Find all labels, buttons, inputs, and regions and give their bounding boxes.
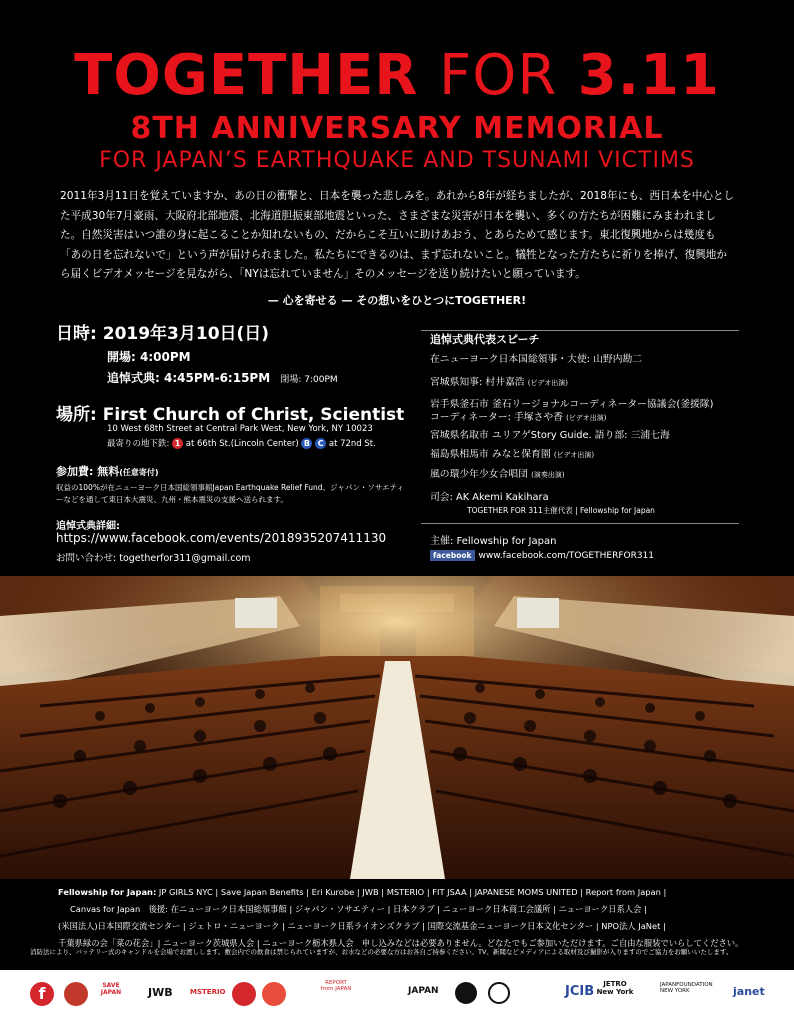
intro-paragraph: 2011年3月11日を覚えていますか、あの日の衝撃と、日本を襲った悲しみを。あれから8年が経ちましたが、2018年にも、西日本を中心とした平成30年7月豪雨、大阪府北部地震、北海道胆振東部地震といった、さまざまな災害が日本を襲い、多くの方たちが困難にみまわれました。自然災害はいつ誰の身に起こることか知れないもの、だからこそ互いに助けあおう、とあらためて感じます。東北復興地からは幾度も「あの日を忘れないで」という声が届けられました。私たちにできるのは、まず忘れないこと。犠牲となった方たちに祈りを捧げ、復興地から届くビデオメッセージを見ながら、「NYは忘れていません」そのメッセージを送り続けたいと願っています。 xyxy=(60,190,735,280)
subway-label: 最寄りの地下鉄: xyxy=(107,439,170,449)
venue-label: 場所: xyxy=(56,405,97,425)
speaker-item: コーディネーター: 手塚さや香 (ビデオ出演) xyxy=(430,412,607,423)
subway-b-text: at 72nd St. xyxy=(328,439,376,449)
memorial-time-row xyxy=(107,369,338,386)
venue-name: First Church of Christ, Scientist xyxy=(102,405,405,425)
save-japan-logo: SAVE JAPAN xyxy=(100,982,122,996)
contact-email[interactable]: お問い合わせ: togetherfor311@gmail.com xyxy=(56,553,251,564)
venue xyxy=(56,400,404,425)
sponsor-list xyxy=(58,884,778,952)
japan-society-logo: JAPAN xyxy=(408,986,439,996)
speaker-mc-title: TOGETHER FOR 311主催代表 | Fellowship for Japan xyxy=(467,506,655,515)
details-link[interactable]: https://www.facebook.com/events/2018935207411130 xyxy=(56,531,387,545)
jcib-logo: JCIB xyxy=(565,984,595,999)
close-time: 閉場: 7:00PM xyxy=(280,375,338,385)
fee-paren: (任意寄付) xyxy=(119,468,159,477)
speaker-item: 岩手県釜石市 釜石リージョナルコーディネーター協議会(釜援隊) xyxy=(430,399,714,410)
msterio-logo: MSTERIO xyxy=(190,988,226,996)
janet-logo: janet xyxy=(733,985,765,998)
fee-value: 無料 xyxy=(97,465,120,478)
date-value: 2019年3月10日(日) xyxy=(102,324,270,344)
sponsor-circle-icon xyxy=(455,982,477,1004)
open-time: 4:00PM xyxy=(140,350,191,364)
sponsor-line: Canvas for Japan 後援: 在ニューヨーク日本国総領事館 | ジャパン・ソサエティー | 日本クラブ | ニューヨーク日本商工会議所 | ニューヨーク日系人会 | xyxy=(70,904,647,914)
speaker-item: 風の環少年少女合唱団 (演奏出演) xyxy=(430,469,565,480)
fee xyxy=(56,463,159,479)
subtitle-victims: FOR JAPAN’S EARTHQUAKE AND TSUNAMI VICTIMS xyxy=(99,148,695,173)
jwb-logo: JWB xyxy=(148,986,173,999)
speaker-item: 宮城県知事: 村井嘉浩 (ビデオ出演) xyxy=(430,377,569,388)
fee-note: 収益の100%が在ニューヨーク日本国総領事館Japan Earthquake Relief Fund、ジャパン・ソサエティーなどを通して東日本大震災、九州・熊本震災の支援へ送られます。 xyxy=(56,483,404,504)
memorial-time: 4:45PM-6:15PM xyxy=(164,371,271,385)
memorial-label: 追悼式典: xyxy=(107,371,160,385)
jetro-logo: JETRO New York xyxy=(596,980,634,996)
open-label: 開場: xyxy=(107,350,136,364)
title-for: FOR xyxy=(439,43,558,108)
main-title xyxy=(0,43,794,108)
sponsor-circle-icon xyxy=(488,982,510,1004)
subway-c-icon: C xyxy=(315,438,326,449)
seal-logo-icon xyxy=(64,982,88,1006)
logo-strip xyxy=(0,970,794,1024)
fellowship-logo-icon: f xyxy=(30,982,54,1006)
notice-text: 消防法により、バッテリー式のキャンドルを会場でお渡しします。敷会内での飲食は禁じられていますが、お水などの必要な方はお各自ご持参ください。TV、新聞などメディアによる取材及び撮影が入りますのでご協力をお願いいたします。 xyxy=(30,948,733,956)
open-time-row xyxy=(107,348,191,365)
date-label: 日時: xyxy=(56,324,97,344)
subway-b-icon: B xyxy=(301,438,312,449)
sponsor-line: (米国法人)日本国際交流センター | ジェトロ・ニューヨーク | ニューヨーク日系ライオンズクラブ | 国際交流基金ニューヨーク日本文化センター | NPO法人 JaNet | xyxy=(58,921,666,931)
sponsor-circle-icon xyxy=(232,982,256,1006)
subway-info xyxy=(107,437,376,449)
subway-1-icon: 1 xyxy=(172,438,183,449)
speaker-item: 福島県相馬市 みなと保育園 (ビデオ出演) xyxy=(430,449,595,460)
speaker-item: 在ニューヨーク日本国総領事・大使: 山野内勘二 xyxy=(430,354,643,365)
speaker-item: 宮城県名取市 ユリアゲStory Guide. 語り部: 三浦七海 xyxy=(430,430,670,441)
sponsor-circle-icon xyxy=(262,982,286,1006)
subway-a-text: at 66th St.(Lincoln Center) xyxy=(185,439,299,449)
report-from-japan-logo: REPORT from JAPAN xyxy=(320,980,352,992)
subtitle-anniversary: 8TH ANNIVERSARY MEMORIAL xyxy=(130,111,664,146)
japan-foundation-logo: JAPANFOUNDATION NEW YORK xyxy=(660,982,713,994)
speaker-mc: 司会: AK Akemi Kakihara xyxy=(430,492,549,503)
church-interior-photo xyxy=(0,576,794,879)
host: 主催: Fellowship for Japan xyxy=(430,536,557,547)
sponsor-line: JP GIRLS NYC | Save Japan Benefits | Eri Kurobe | JWB | MSTERIO | FIT JSAA | JAPANESE MOMS UNITED | Report from Japan | xyxy=(158,887,667,897)
details-label: 追悼式典詳細: xyxy=(56,521,120,532)
facebook-url[interactable]: www.facebook.com/TOGETHERFOR311 xyxy=(478,551,655,561)
slogan: — 心を寄せる — その想いをひとつにTOGETHER! xyxy=(267,294,527,307)
divider xyxy=(421,523,739,524)
venue-address: 10 West 68th Street at Central Park West, New York, NY 10023 xyxy=(107,424,373,434)
speech-heading: 追悼式典代表スピーチ xyxy=(430,333,540,346)
event-date xyxy=(56,323,269,345)
title-together: TOGETHER xyxy=(74,43,419,108)
sponsor-lead: Fellowship for Japan: xyxy=(58,887,157,897)
fee-label: 参加費: xyxy=(56,465,94,478)
sponsor-line: 千葉県緑の会「菜の花会」| ニューヨーク茨城県人会 | ニューヨーク栃木県人会 申し込みなどは必要ありません。どなたでもご参加いただけます。ご自由な服装でいらしてください。 xyxy=(58,938,744,948)
title-date: 3.11 xyxy=(577,43,720,108)
facebook-icon: facebook xyxy=(430,550,475,561)
facebook-link[interactable] xyxy=(430,550,654,561)
